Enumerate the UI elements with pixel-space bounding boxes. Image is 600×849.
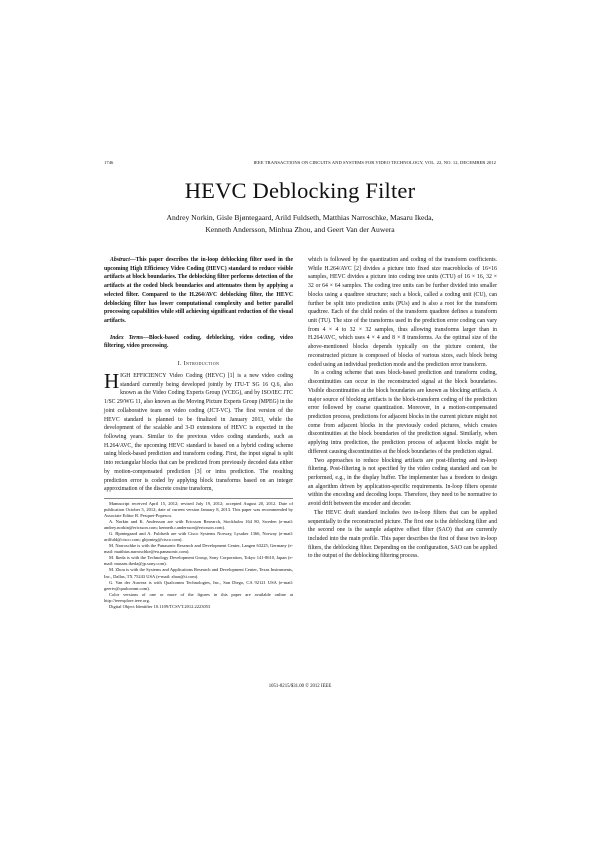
copyright-notice: 1051-8215/$31.00 © 2012 IEEE [268, 684, 332, 689]
body-paragraph: which is followed by the quantization and coding of the transform coefficients. While H.264/AVC [2] divides a picture into fixed size macroblocks of 16×16 samples, HEVC divides a picture into coding tree units (CTU) of 16 × 16, 32 × 32 or 64 × 64 samples. The coding tree units can be further divided into smaller blocks using a quadtree structure; such a block, called a coding unit (CU), can further be split into prediction units (PUs) and is also a root for the transform quadtree. Each of the child nodes of the transform quadtree defines a transform unit (TU). The size of the transforms used in the prediction error coding can vary from 4 × 4 to 32 × 32 samples, thus allowing transforms larger than in H.264/AVC, which uses 4 × 4 and 8 × 8 transforms. As the optimal size of the above-mentioned blocks depends typically on the picture content, the reconstructed picture is composed of blocks of various sizes, each block being coded using an individual prediction mode and the prediction error transform. [308, 257, 497, 368]
body-paragraph: In a coding scheme that uses block-based prediction and transform coding, discontinuities can occur in the reconstructed signal at the block boundaries. Visible discontinuities at the block boundaries are known as blocking artifacts. A major source of blocking artifacts is the block-transform coding of the prediction error followed by coarse quantization. Moreover, in a motion-compensated prediction process, predictions for adjacent blocks in the current picture might not come from adjacent blocks in the previously coded pictures, which creates discontinuities at the block boundaries of the prediction signal. Similarly, when applying intra prediction, the prediction process of adjacent blocks might be different causing discontinuities at the block boundaries of the prediction signal. [308, 370, 497, 455]
abstract [104, 256, 293, 326]
paper-title: HEVC Deblocking Filter [184, 178, 416, 203]
intro-text: Video Coding (HEVC) [1] is a new video coding standard currently being developed jointly by ITU-T SG 16 Q.6, also known as the Video Coding Experts Group (VCEG), and by ISO/IEC JTC 1/SC 29/WG 11, also known as the Moving Picture Experts Group (MPEG) in the joint collaborative team on video coding (JCT-VC). The first version of the HEVC standard is planned to be finalized in January 2013, while the development of the scalable and 3-D extensions of HEVC is expected in the following years. Similar to the previous video coding standards, such as H.264/AVC, the upcoming HEVC standard is based on a hybrid coding scheme using block-based prediction and transform coding. First, the input signal is split into rectangular blocks that can be predicted from previously decoded data either by motion-compensated prediction [3] or intra prediction. The resulting prediction error is coded by applying block transforms based on an integer approximation of the discrete cosine transform, [104, 372, 293, 493]
footnote: M. Zhou is with the Systems and Applications Research and Development Center, Texas Instruments, Inc., Dallas, TX 75243 USA (e-mail: zhou@ti.com). [104, 567, 293, 579]
footnote: Digital Object Identifier 10.1109/TCSVT.2012.2223053 [109, 603, 211, 609]
intro-paragraph [104, 368, 293, 494]
author-list [0, 212, 600, 235]
body-paragraph: The HEVC draft standard includes two in-loop filters that can be applied sequentially to the reconstructed picture. The first one is the deblocking filter and the second one is the sample adaptive offset filter (SAO) that are currently included into the main profile. This paper describes the first of these two in-loop filters, the deblocking filter. Depending on the configuration, SAO can be applied to the output of the deblocking filtering process. [308, 509, 497, 560]
footnote: M. Ikeda is with the Technology Development Group, Sony Corporation, Tokyo 141-8610, Japan (e-mail: masaru.ikeda@jp.sony.com). [104, 555, 293, 567]
page-number: 1746 [104, 160, 114, 165]
footnotes [104, 498, 293, 610]
index-terms-text: —Block-based coding, deblocking, video coding, video filtering, video processing. [104, 334, 293, 350]
journal-name: IEEE TRANSACTIONS ON CIRCUITS AND SYSTEMS FOR VIDEO TECHNOLOGY, VOL. 22, NO. 12, DECEMBER 2012 [253, 160, 496, 165]
abstract-text: —This paper describes the in-loop deblocking filter used in the upcoming High Efficiency Video Coding (HEVC) standard to reduce visible artifacts at block boundaries. The deblocking filter performs detection of the artifacts at the coded block boundaries and attenuates them by applying a selected filter. Compared to the H.264/AVC deblocking filter, the HEVC deblocking filter has lower computational complexity and better parallel processing capabilities while still achieving significant reduction of the visual artifacts. [104, 257, 293, 325]
section-heading [104, 360, 293, 369]
author-line-1: Andrey Norkin, Gisle Bjøntegaard, Arild Fuldseth, Matthias Narroschke, Masaru Ikeda, [166, 213, 434, 222]
drop-cap: H [104, 368, 120, 393]
footnote: M. Narroschke is with the Panasonic Research and Development Center, Langen 63225, Germany (e-mail: matthias.narroschke@eu.panasonic.com). [104, 543, 293, 555]
section-number: I. [177, 361, 184, 368]
abstract-label: Abstract [110, 257, 130, 263]
index-terms [104, 334, 293, 351]
footnote: Manuscript received April 15, 2012; revised July 19, 2012; accepted August 20, 2012. Date of publication October 5, 2012; date of current version January 8, 2013. This paper was recommended by Associate Editor B. Pesquet-Popescu. [104, 500, 293, 519]
footnote: G. Bjøntegaard and A. Fuldseth are with Cisco Systems Norway, Lysaker 1366, Norway (e-mail: arilfuld@cisco.com; gbjonteg@cisco.com). [104, 531, 293, 543]
body-paragraph: Two approaches to reduce blocking artifacts are post-filtering and in-loop filtering. Post-filtering is not specified by the video coding standard and can be performed, e.g., in the display buffer. The implementer has a freedom to design an algorithm driven by application-specific requirements. In-loop filters operate within the encoding and decoding loops. Therefore, they need to be normative to avoid drift between the encoder and decoder. [308, 457, 497, 508]
section-title: Introduction [183, 361, 220, 368]
author-line-2: Kenneth Andersson, Minhua Zhou, and Geert Van der Auwera [205, 224, 395, 234]
running-header [104, 160, 496, 165]
intro-lead: IGH EFFICIENCY [120, 372, 167, 379]
footnote: G. Van der Auwera is with Qualcomm Technologies, Inc., San Diego, CA 92121 USA (e-mail: geertv@qualcomm.com). [104, 579, 293, 591]
footnote: A. Norkin and K. Andersson are with Ericsson Research, Stockholm 164 80, Sweden (e-mail: andrey.norkin@ericsson.com; kenneth.r.andersson@ericsson.com). [104, 519, 293, 531]
index-terms-label: Index Terms [110, 334, 144, 341]
footnote: Color versions of one or more of the figures in this paper are available online at http://ieeexplore.ieee.org. [104, 591, 293, 603]
right-column [308, 256, 497, 561]
left-column [104, 256, 293, 610]
